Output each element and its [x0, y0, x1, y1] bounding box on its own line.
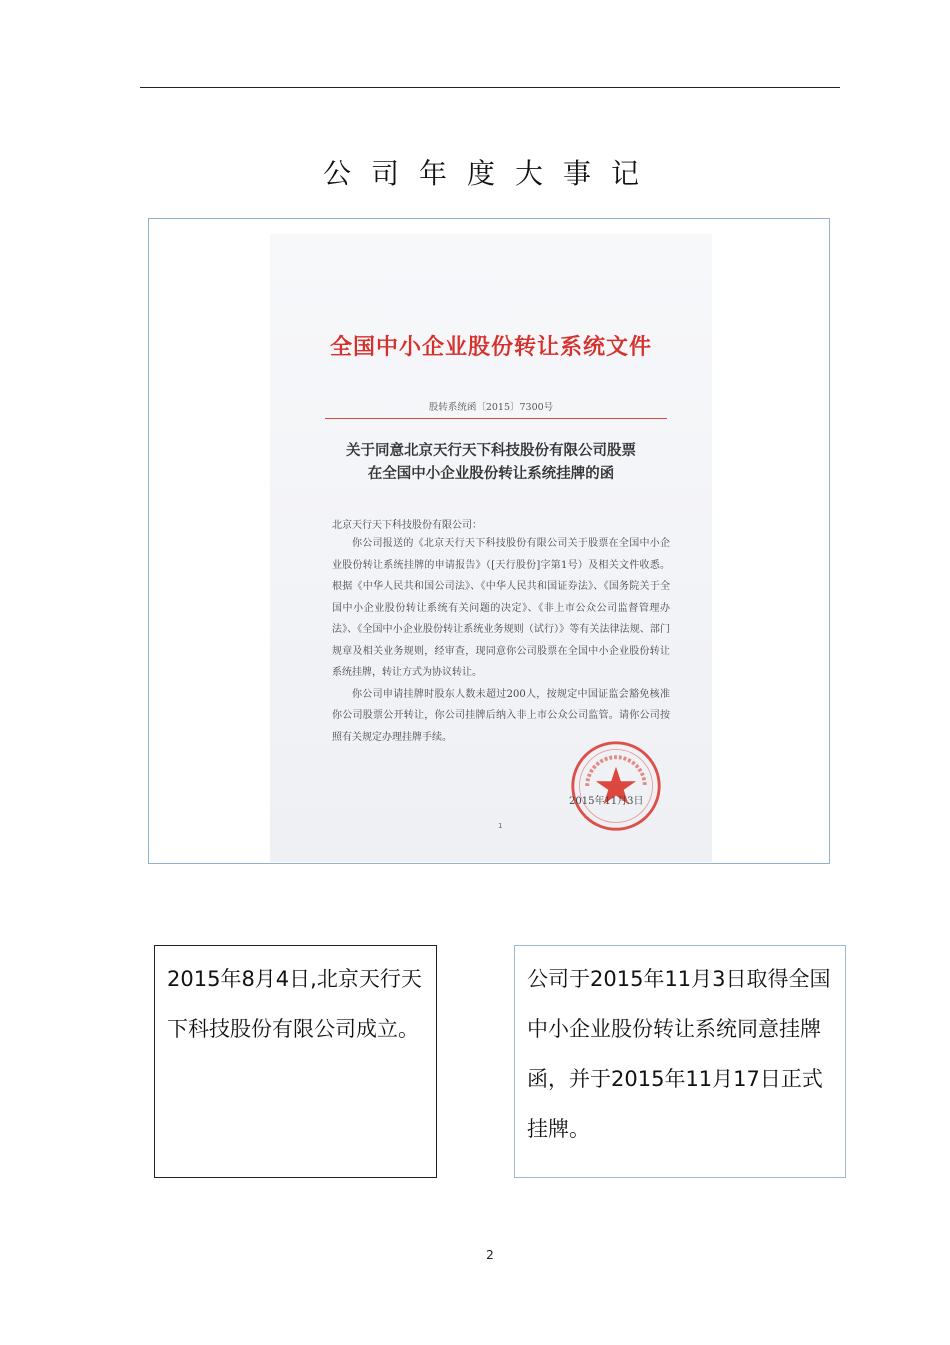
- scanned-document: [270, 234, 712, 862]
- scanned-document-frame: [148, 218, 830, 864]
- page-number: 2: [486, 1248, 494, 1262]
- document-red-rule: [325, 418, 667, 419]
- event-box-listing: [514, 945, 846, 1178]
- document-subject-line-2: 在全国中小企业股份转让系统挂牌的函: [367, 465, 615, 482]
- page-title: 公司年度大事记: [322, 157, 659, 190]
- document-date: 2015年11月3日: [569, 796, 644, 807]
- event-text-founding: 2015年8月4日,北京天行天下科技股份有限公司成立。: [167, 967, 422, 1041]
- event-box-founding: [154, 945, 437, 1178]
- document-number: 股转系统函〔2015〕7300号: [428, 402, 554, 413]
- document-header: 全国中小企业股份转让系统文件: [329, 334, 652, 360]
- event-text-listing: 公司于2015年11月3日取得全国中小企业股份转让系统同意挂牌函，并于2015年11月17日正式挂牌。: [527, 967, 831, 1141]
- document-body: [332, 533, 670, 748]
- official-seal-icon: [568, 738, 664, 834]
- document-paragraph-1: 你公司报送的《北京天行天下科技股份有限公司关于股票在全国中小企业股份转让系统挂牌的申请报告》（[天行股份]字第1号）及相关文件收悉。根据《中华人民共和国公司法》、《中华人民共和国证券法》、《国务院关于全国中小企业股份转让系统有关问题的决定》、《非上市公众公司监督管理办法》、《全国中小企业股份转让系统业务规则（试行）》等有关法律法规、部门规章及相关业务规则，经审查，现同意你公司股票在全国中小企业股份转让系统挂牌，转让方式为协议转让。: [332, 538, 670, 678]
- document-page-number: 1: [498, 822, 503, 830]
- header-rule: [140, 87, 840, 88]
- document-paragraph-2: 你公司申请挂牌时股东人数未超过200人，按规定中国证监会豁免核准你公司股票公开转让，你公司挂牌后纳入非上市公众公司监管。请你公司按照有关规定办理挂牌手续。: [332, 688, 670, 743]
- document-addressee: 北京天行天下科技股份有限公司：: [332, 520, 482, 531]
- document-subject: [300, 439, 682, 485]
- document-subject-line-1: 关于同意北京天行天下科技股份有限公司股票: [346, 442, 636, 459]
